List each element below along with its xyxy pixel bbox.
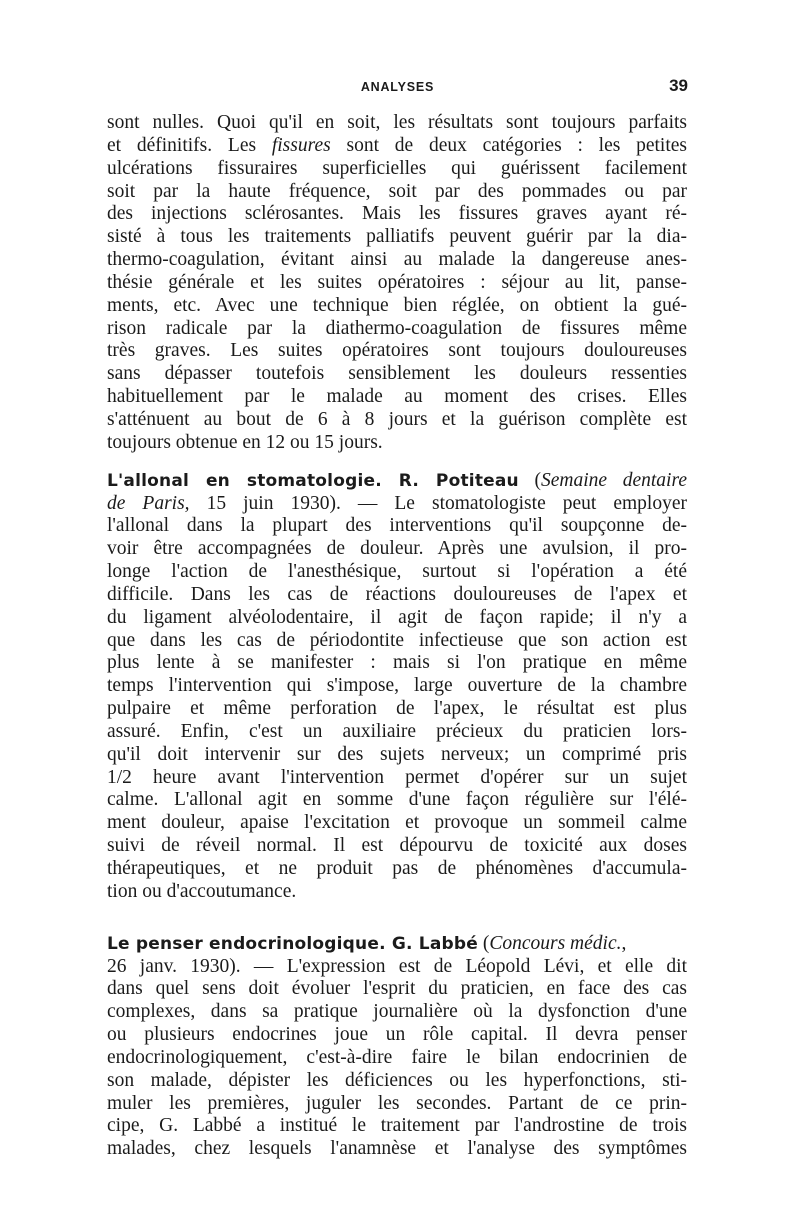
text-line: son malade, dépister les déficiences ou les hyperfonctions, sti- xyxy=(107,1069,687,1091)
text-line: complexes, dans sa pratique journalière où la dysfonction d'une xyxy=(107,1001,687,1023)
text-line: thermo-coagulation, évitant ainsi au malade la dangereuse anes- xyxy=(107,249,687,271)
text-line: que dans les cas de périodontite infectieuse que son action est xyxy=(107,629,687,651)
text-line: cipe, G. Labbé a institué le traitement par l'androstine de trois xyxy=(107,1115,687,1137)
paragraph-gap xyxy=(107,904,687,933)
text-fragment: 15 juin 1930). — Le stomatologiste peut employer xyxy=(189,492,687,514)
text-line: 1/2 heure avant l'intervention permet d'opérer sur un sujet xyxy=(107,766,687,788)
text-line: endocrinologiquement, c'est-à-dire faire le bilan endocrinien de xyxy=(107,1046,687,1068)
text-line xyxy=(107,933,687,956)
text-line: assuré. Enfin, c'est un auxiliaire précieux du praticien lors- xyxy=(107,720,687,742)
article-heading: Le penser endocrinologique. G. Labbé xyxy=(107,933,478,954)
text-line: longe l'action de l'anesthésique, surtout si l'opération a été xyxy=(107,561,687,583)
text-line: difficile. Dans les cas de réactions douloureuses de l'apex et xyxy=(107,583,687,605)
text-line: sont nulles. Quoi qu'il en soit, les résultats sont toujours parfaits xyxy=(107,112,687,133)
text-line: rison radicale par la diathermo-coagulation de fissures même xyxy=(107,317,687,339)
text-line: du ligament alvéolodentaire, il agit de façon rapide; il n'y a xyxy=(107,606,687,628)
text-line: muler les premières, juguler les secondes. Partant de ce prin- xyxy=(107,1092,687,1114)
text-line: suivi de réveil normal. Il est dépourvu de toxicité aux doses xyxy=(107,835,687,857)
text-line: habituellement par le malade au moment des crises. Elles xyxy=(107,386,687,408)
text-line: qu'il doit intervenir sur des sujets nerveux; un comprimé pris xyxy=(107,743,687,765)
text-line: temps l'intervention qui s'impose, large ouverture de la chambre xyxy=(107,675,687,697)
source-title: Semaine dentaire xyxy=(541,469,687,491)
running-title: ANALYSES xyxy=(360,80,435,94)
source-title: Concours médic. xyxy=(489,932,622,954)
text-line: malades, chez lesquels l'anamnèse et l'analyse des symptômes xyxy=(107,1138,687,1160)
italic-term: fissures xyxy=(271,134,331,156)
text-fragment: ( xyxy=(477,932,490,954)
text-line: s'atténuent au bout de 6 à 8 jours et la guérison complète est xyxy=(107,408,687,430)
paragraph-allonal xyxy=(107,470,687,904)
text-fragment: , xyxy=(621,932,627,954)
paragraph-gap xyxy=(107,455,687,470)
text-line xyxy=(107,493,687,516)
text-line: dans quel sens doit évoluer l'esprit du praticien, en face des cas xyxy=(107,978,687,1000)
running-head xyxy=(107,76,688,100)
source-title-cont: de Paris, xyxy=(107,492,190,514)
text-line xyxy=(107,470,687,493)
text-line xyxy=(107,135,687,158)
text-fragment: et définitifs. Les xyxy=(107,134,272,156)
text-line: ments, etc. Avec une technique bien réglée, on obtient la gué- xyxy=(107,294,687,316)
text-line: voir être accompagnées de douleur. Après une avulsion, il pro- xyxy=(107,538,687,560)
text-fragment: ( xyxy=(518,469,542,491)
text-line: thérapeutiques, et ne produit pas de phénomènes d'accumula- xyxy=(107,858,687,879)
text-line: thésie générale et les suites opératoires : séjour au lit, panse- xyxy=(107,271,687,293)
text-line: ulcérations fissuraires superficielles qui guérissent facilement xyxy=(107,157,687,179)
text-line: sans dépasser toutefois sensiblement les douleurs ressenties xyxy=(107,363,687,385)
text-line: 26 janv. 1930). — L'expression est de Léopold Lévi, et elle dit xyxy=(107,955,687,977)
text-line: ou plusieurs endocrines joue un rôle capital. Il devra penser xyxy=(107,1024,687,1046)
text-line: plus lente à se manifester : mais si l'on pratique en même xyxy=(107,652,687,674)
body-text xyxy=(107,112,687,1161)
text-line: tion ou d'accoutumance. xyxy=(107,880,297,902)
paragraph-fissures xyxy=(107,112,687,455)
text-line: sisté à tous les traitements palliatifs peuvent guérir par la dia- xyxy=(107,226,687,248)
text-line: pulpaire et même perforation de l'apex, le résultat est plus xyxy=(107,698,687,720)
text-line: ment douleur, apaise l'excitation et provoque un sommeil calme xyxy=(107,812,687,834)
paragraph-endocrinologique xyxy=(107,933,687,1161)
text-line: très graves. Les suites opératoires sont toujours douloureuses xyxy=(107,340,687,362)
text-line: soit par la haute fréquence, soit par des pommades ou par xyxy=(107,180,687,202)
text-line: des injections sclérosantes. Mais les fissures graves ayant ré- xyxy=(107,203,687,225)
article-heading: L'allonal en stomatologie. R. Potiteau xyxy=(107,470,519,491)
text-line: calme. L'allonal agit en somme d'une façon régulière sur l'élé- xyxy=(107,789,687,811)
page-number: 39 xyxy=(669,76,688,95)
text-fragment: sont de deux catégories : les petites xyxy=(330,134,687,156)
text-line: l'allonal dans la plupart des interventions qu'il soupçonne de- xyxy=(107,515,687,537)
text-line: toujours obtenue en 12 ou 15 jours. xyxy=(107,431,383,453)
